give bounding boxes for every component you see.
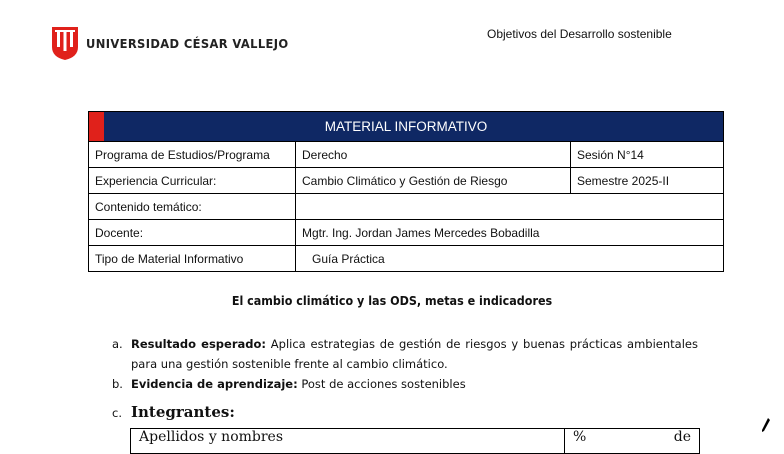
info-title <box>89 112 724 142</box>
table-row <box>89 194 724 220</box>
table-row <box>131 429 700 454</box>
accent-bar <box>89 112 104 141</box>
list-item-body <box>131 334 698 374</box>
col-pct-header <box>565 429 700 454</box>
table-row <box>89 246 724 272</box>
row-label: Programa de Estudios/Programa <box>89 142 296 168</box>
pct-word: de <box>673 429 691 445</box>
institution-name: UNIVERSIDAD CÉSAR VALLEJO <box>86 35 289 51</box>
item-text: Post de acciones sostenibles <box>301 377 466 391</box>
list-marker: a. <box>112 337 123 351</box>
list-item <box>112 402 698 423</box>
members-table <box>130 428 700 454</box>
row-value: Cambio Climático y Gestión de Riesgo <box>296 168 571 194</box>
row-value: Derecho <box>296 142 571 168</box>
info-title-text: MATERIAL INFORMATIVO <box>324 119 488 134</box>
list-marker: b. <box>112 377 123 391</box>
list-item <box>112 374 698 394</box>
item-label: Resultado esperado: <box>131 337 266 351</box>
col-names-header: Apellidos y nombres <box>131 429 565 454</box>
item-label: Integrantes: <box>131 403 235 421</box>
list-marker: c. <box>112 406 122 420</box>
university-logo <box>50 25 306 61</box>
row-value: Guía Práctica <box>296 246 724 272</box>
row-label: Experiencia Curricular: <box>89 168 296 194</box>
row-value <box>296 194 724 220</box>
pct-symbol: % <box>573 429 587 445</box>
table-row <box>89 168 724 194</box>
row-value: Mgtr. Ing. Jordan James Mercedes Bobadilla <box>296 220 724 246</box>
item-text: Aplica estrategias de gestión de riesgos y buenas prácticas ambientales para una gestión sostenible frente al cambio climático. <box>131 337 698 371</box>
row-extra: Sesión N°14 <box>571 142 724 168</box>
ucv-logo-icon <box>50 25 80 61</box>
pen-cursor-icon <box>762 418 770 432</box>
info-table <box>88 111 724 272</box>
table-row <box>89 220 724 246</box>
row-label: Contenido temático: <box>89 194 296 220</box>
list-item <box>112 334 698 374</box>
table-row <box>89 142 724 168</box>
row-label: Docente: <box>89 220 296 246</box>
item-list <box>112 334 698 423</box>
pct-header-content <box>573 429 691 445</box>
list-item-body <box>131 374 698 394</box>
info-title-row <box>89 112 724 142</box>
row-label: Tipo de Material Informativo <box>89 246 296 272</box>
section-title: El cambio climático y las ODS, metas e indicadores <box>231 294 553 308</box>
document-topic: Objetivos del Desarrollo sostenible <box>487 27 672 41</box>
row-extra: Semestre 2025-II <box>571 168 724 194</box>
item-label: Evidencia de aprendizaje: <box>131 377 298 391</box>
